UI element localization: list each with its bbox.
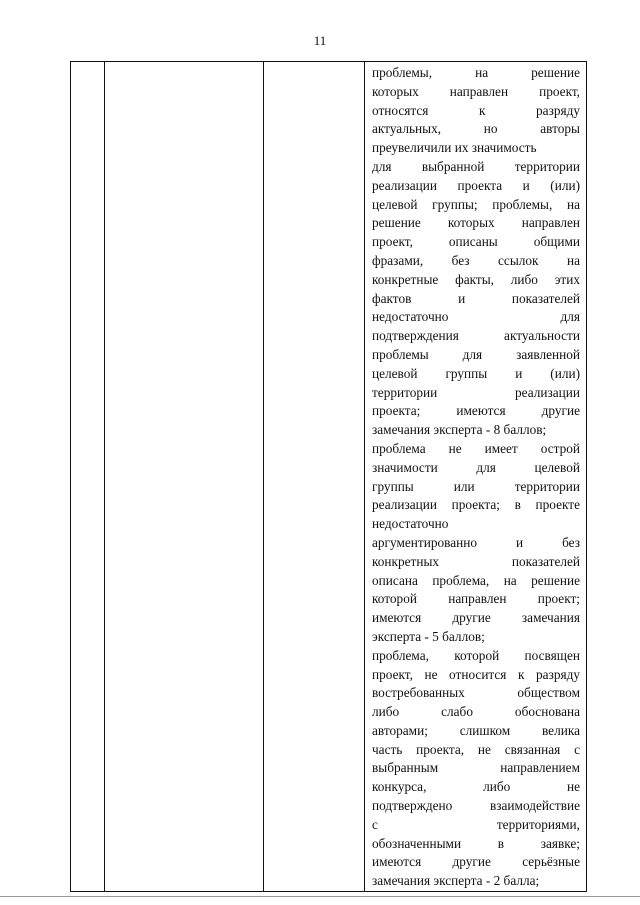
description-line: выбранным направлением — [372, 760, 580, 776]
description-line: с территориями, — [372, 816, 580, 832]
description-line: группы или территории — [372, 478, 580, 494]
description-line: целевой группы и (или) — [372, 365, 580, 381]
description-line: либо слабо обоснована — [372, 704, 580, 720]
criteria-table — [70, 61, 587, 892]
description-line: эксперта - 5 баллов; — [372, 628, 485, 644]
description-line: реализации проекта и (или) — [372, 177, 580, 193]
table-cell-description — [365, 62, 587, 892]
description-line: имеются другие замечания — [372, 610, 580, 626]
description-line: преувеличили их значимость — [372, 140, 537, 156]
description-line: которых направлен проект, — [372, 83, 580, 99]
description-line: актуальных, но авторы — [372, 121, 580, 137]
description-line: проекта; имеются другие — [372, 403, 580, 419]
description-line: фразами, без ссылок на — [372, 252, 580, 268]
description-line: которой направлен проект; — [372, 591, 580, 607]
description-line: конкретные факты, либо этих — [372, 271, 580, 287]
table-cell-criterion — [105, 62, 264, 892]
description-line: фактов и показателей — [372, 290, 580, 306]
description-line: конкурса, либо не — [372, 779, 580, 795]
description-line: конкретных показателей — [372, 553, 580, 569]
description-line: востребованных обществом — [372, 685, 580, 701]
description-line: территории реализации — [372, 384, 580, 400]
description-line: имеются другие серьёзные — [372, 854, 580, 870]
description-line: проблемы для заявленной — [372, 346, 580, 362]
description-line: замечания эксперта - 8 баллов; — [372, 422, 547, 438]
description-line: для выбранной территории — [372, 158, 580, 174]
footer-divider — [0, 896, 640, 897]
description-line: часть проекта, не связанная с — [372, 741, 580, 757]
description-line: недостаточно — [372, 516, 449, 532]
description-line: значимости для целевой — [372, 459, 580, 475]
description-line: описана проблема, на решение — [372, 572, 580, 588]
description-line: проблема, которой посвящен — [372, 647, 580, 663]
description-line: решение которых направлен — [372, 215, 580, 231]
description-line: недостаточно для — [372, 309, 580, 325]
description-line: целевой группы; проблемы, на — [372, 196, 580, 212]
description-line: реализации проекта; в проекте — [372, 497, 580, 513]
description-line: проект, описаны общими — [372, 234, 580, 250]
table-cell-max-score — [264, 62, 365, 892]
description-line: аргументированно и без — [372, 534, 580, 550]
page-number: 11 — [313, 33, 327, 48]
description-line: проблемы, на решение — [372, 65, 580, 80]
description-line: относятся к разряду — [372, 102, 580, 118]
table-row — [71, 62, 587, 892]
description-line: подтверждено взаимодействие — [372, 798, 580, 814]
scoring-description — [365, 62, 586, 891]
table-cell-number — [71, 62, 105, 892]
description-line: замечания эксперта - 2 балла; — [372, 873, 540, 889]
description-line: проект, не относится к разряду — [372, 666, 580, 682]
description-line: проблема не имеет острой — [372, 440, 580, 456]
description-line: авторами; слишком велика — [372, 722, 580, 738]
description-line: подтверждения актуальности — [372, 328, 580, 344]
description-line: обозначенными в заявке; — [372, 835, 580, 851]
